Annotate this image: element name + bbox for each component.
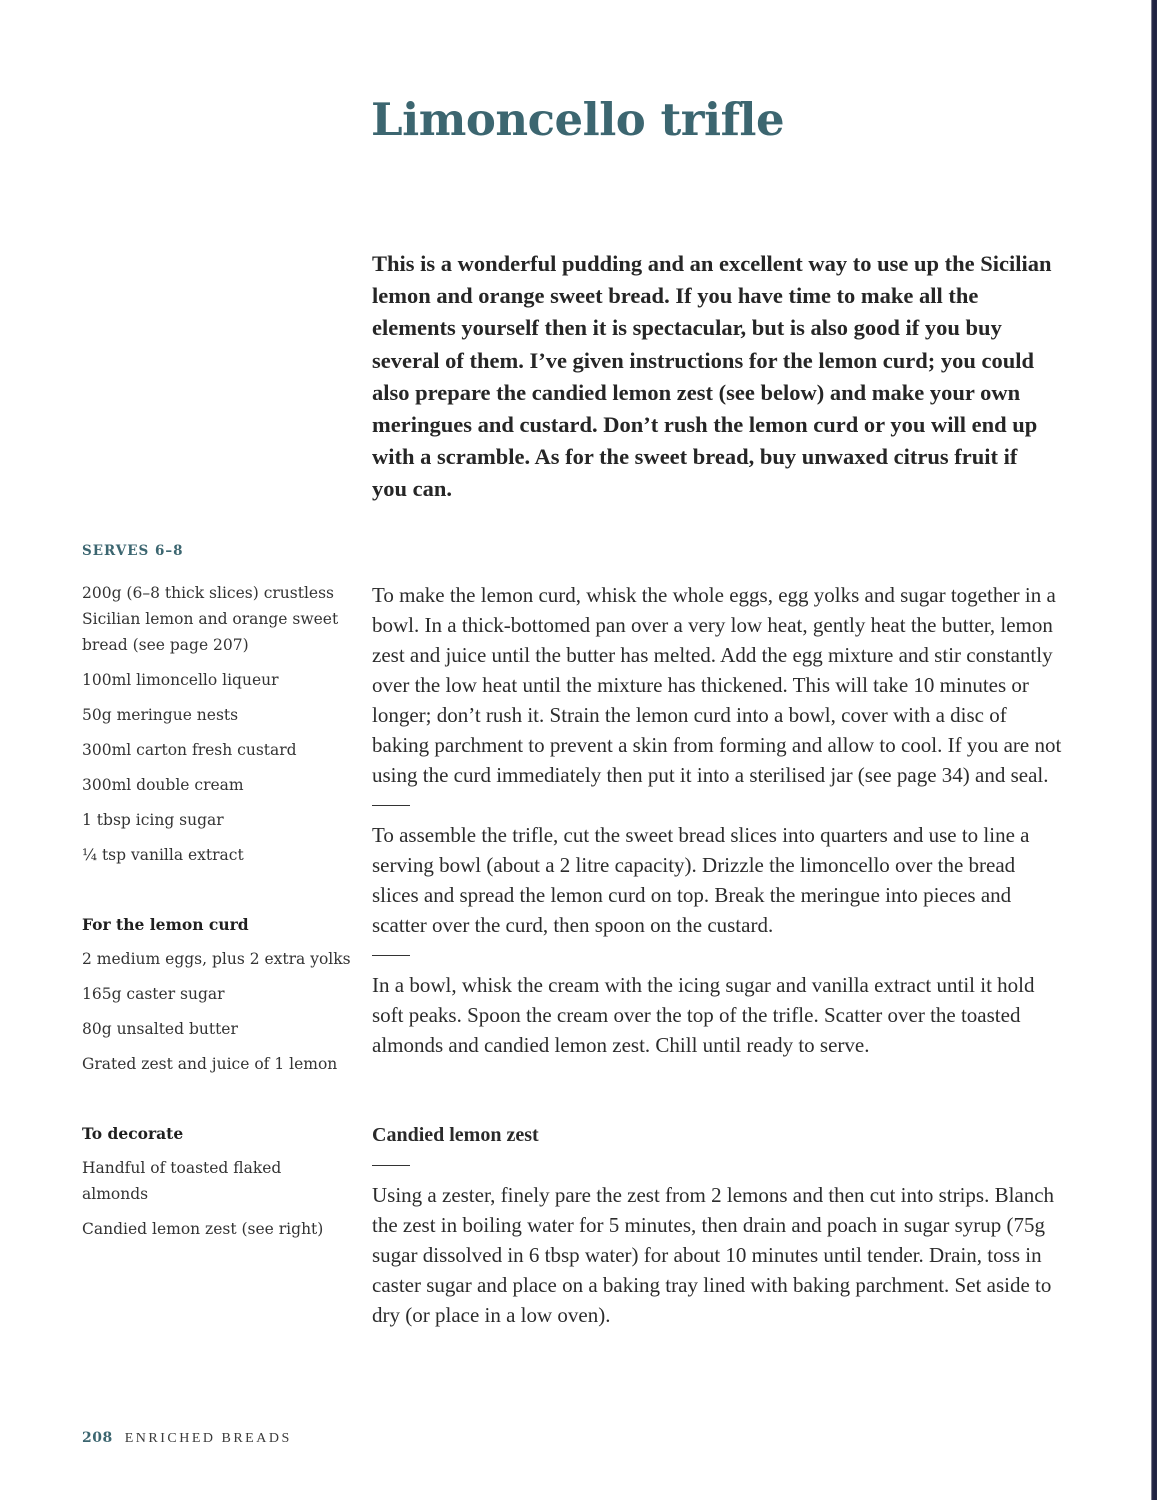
recipe-intro: This is a wonderful pudding and an excellent way to use up the Sicilian lemon and orange sweet bread. If you have time to make all the elements yourself then it is spectacular, but is also good if you buy several of them. I’ve given instructions for the lemon curd; you could also prepare the candied lemon zest (see below) and make your own meringues and custard. Don’t rush the lemon curd or you will end up with a scramble. As for the sweet bread, buy unwaxed citrus fruit if you can. [372, 251, 1052, 502]
ingredient-item: 165g caster sugar [82, 985, 225, 1003]
serves-label: SERVES 6–8 [82, 543, 184, 559]
page-footer [82, 1428, 292, 1449]
recipe-title: Limoncello trifle [371, 93, 785, 146]
spacer [82, 877, 352, 912]
divider-rule [372, 955, 410, 956]
candied-zest-text: Using a zester, finely pare the zest from 2 lemons and then cut into strips. Blanch the zest in boiling water for 5 minutes, then drain and poach in sugar syrup (75g sugar dissolved in 6 tbsp water) for about 10 minutes until tender. Drain, toss in caster sugar and place on a baking tray lined with baking parchment. Set aside to dry (or place in a low oven). [372, 1183, 1055, 1327]
decorate-heading: To decorate [82, 1124, 184, 1143]
ingredient-item: 50g meringue nests [82, 706, 239, 724]
decorate-ingredients-list [82, 1155, 352, 1242]
candied-zest-heading: Candied lemon zest [372, 1124, 539, 1146]
ingredient-item: 80g unsalted butter [82, 1020, 238, 1038]
ingredient-item: 300ml double cream [82, 776, 244, 794]
divider-rule [372, 1165, 410, 1166]
lemon-curd-ingredients-list [82, 946, 352, 1077]
ingredient-item: 200g (6–8 thick slices) crustless Sicilian lemon and orange sweet bread (see page 207) [82, 584, 339, 654]
method-step: To assemble the trifle, cut the sweet bread slices into quarters and use to line a serving bowl (about a 2 litre capacity). Drizzle the limoncello over the bread slices and spread the lemon curd on top. Break the meringue into pieces and scatter over the curd, then spoon on the custard. [372, 823, 1030, 937]
ingredient-item: 100ml limoncello liqueur [82, 671, 279, 689]
ingredient-item: 300ml carton fresh custard [82, 741, 297, 759]
spacer [82, 1086, 352, 1121]
ingredient-item: 2 medium eggs, plus 2 extra yolks [82, 950, 351, 968]
ingredient-item: Handful of toasted flaked almonds [82, 1159, 282, 1203]
ingredients-sidebar [82, 540, 352, 1251]
lemon-curd-heading: For the lemon curd [82, 915, 249, 934]
spacer [372, 1060, 1062, 1120]
main-ingredients-list [82, 580, 352, 868]
ingredient-item: Grated zest and juice of 1 lemon [82, 1055, 338, 1073]
page-number: 208 [82, 1430, 113, 1446]
ingredient-item: 1 tbsp icing sugar [82, 811, 224, 829]
method-step: To make the lemon curd, whisk the whole eggs, egg yolks and sugar together in a bowl. In a thick-bottomed pan over a very low heat, gently heat the butter, lemon zest and juice until the butter has melted. Add the egg mixture and stir constantly over the low heat until the mixture has thickened. This will take 10 minutes or longer; don’t rush it. Strain the lemon curd into a bowl, cover with a disc of baking parchment to prevent a skin from forming and allow to cool. If you are not using the curd immediately then put it into a sterilised jar (see page 34) and seal. [372, 583, 1062, 787]
divider-rule [372, 805, 410, 806]
book-spine-edge [1151, 0, 1157, 1500]
section-name: ENRICHED BREADS [124, 1431, 292, 1446]
method-column [372, 580, 1062, 1330]
method-step: In a bowl, whisk the cream with the icing sugar and vanilla extract until it hold soft peaks. Spoon the cream over the top of the trifle. Scatter over the toasted almonds and candied lemon zest. Chill until ready to serve. [372, 973, 1035, 1057]
ingredient-item: ¼ tsp vanilla extract [82, 846, 244, 864]
ingredient-item: Candied lemon zest (see right) [82, 1220, 324, 1238]
